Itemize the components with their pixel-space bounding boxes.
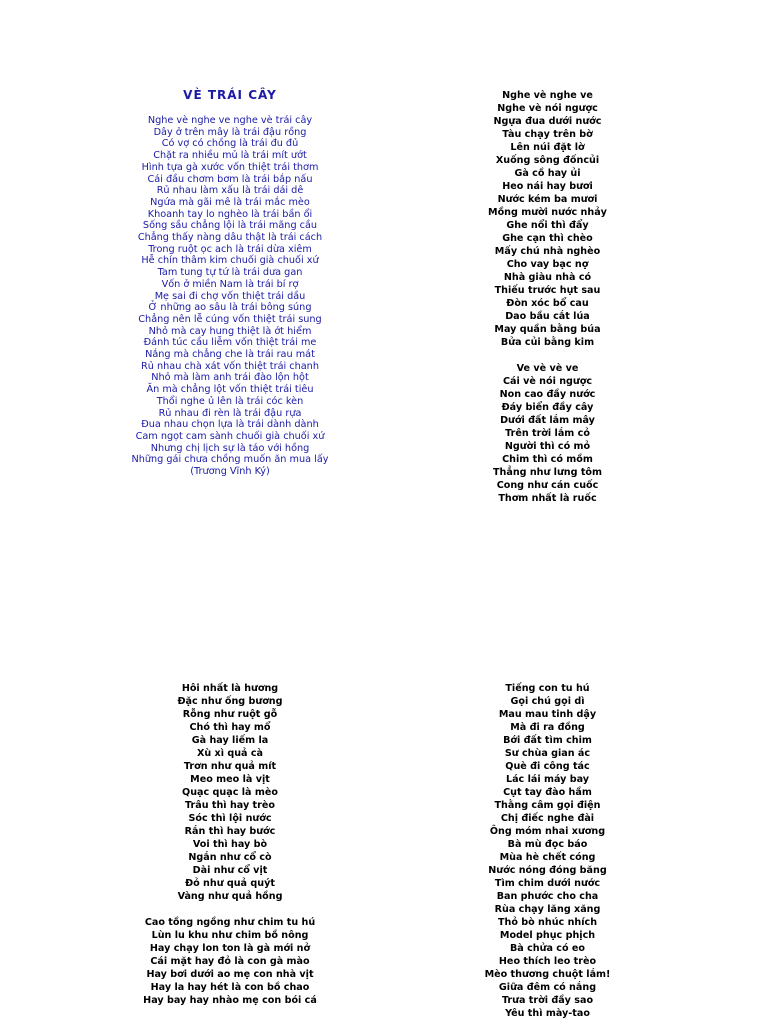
poem-line: Cam ngọt cam sành chuối già chuối xứ: [135, 430, 325, 442]
poem-line: Đáy biển đầy cây: [501, 402, 594, 413]
poem-line: Vàng như quả hồng: [177, 891, 283, 902]
poem-line: Heo thích leo trèo: [498, 956, 597, 967]
poem-line: Xù xì quả cà: [196, 748, 264, 759]
poem-line: Thằng câm gọi điện: [494, 800, 601, 811]
poem-line: Nhưng chị lịch sự là táo với hồng: [150, 442, 310, 454]
poem-line: Rắn thì hay bước: [184, 826, 276, 837]
poem-line: Hình tựa gà xước vốn thiệt trái thơm: [141, 161, 319, 173]
poem-line: Thổi nghe ủ lên là trái cóc kèn: [156, 395, 304, 407]
poem-line: Heo nái hay bươi: [502, 181, 593, 192]
poem-line: Ghe cạn thì chèo: [502, 233, 593, 244]
poem-line: Mèo thương chuột lắm!: [484, 969, 611, 980]
poem-line: Dưới đất lắm mây: [500, 415, 595, 426]
poem-line: Chim thì có mồm: [502, 454, 593, 465]
poem-line: Quạc quạc là mèo: [182, 787, 278, 798]
poem-line: Trưa trời đầy sao: [501, 995, 594, 1006]
poem-line: Nghe vè nói ngược: [497, 103, 598, 114]
poem-line: Tìm chim dưới nước: [494, 878, 601, 889]
poem-line: Tàu chạy trên bờ: [502, 129, 593, 140]
poem-line: Rỗng như ruột gỗ: [182, 709, 278, 720]
poem-line: Đua nhau chọn lựa là trái dành dành: [141, 419, 319, 431]
poem-line: Cong như cán cuốc: [496, 480, 599, 491]
poem-line: Có vợ có chồng là trái đu đủ: [161, 138, 299, 150]
poem-line: Mồng mười nước nhảy: [488, 207, 607, 218]
poem-line: (Trương Vĩnh Ký): [190, 466, 270, 478]
poem-line: Cụt tay đào hầm: [503, 787, 592, 798]
poem-line: Chị điếc nghe đài: [500, 813, 595, 824]
poem-line: Đòn xóc bổ cau: [506, 298, 589, 309]
poem-line: Yêu thì mày-tao: [505, 1008, 590, 1019]
poem-line: [100, 903, 360, 916]
poem-line: Trong ruột ọc ach là trái dừa xiêm: [148, 243, 312, 255]
poem-line: Tiếng con tu hú: [505, 683, 590, 694]
poem-line: Meo meo là vịt: [190, 774, 270, 785]
poem-line: Gà cồ hay ủi: [514, 168, 581, 179]
poem-line: Sư chùa gian ác: [504, 748, 591, 759]
poem-line: Người thì có mỏ: [504, 441, 591, 452]
poem-line: Đánh túc cầu liễm vốn thiệt trái me: [143, 337, 317, 349]
poem-line: Rủ nhau đi rèn là trái đậu rựa: [158, 407, 302, 419]
poem-line: Đặc như ống bương: [177, 696, 283, 707]
poem-line: Trơn như quả mít: [183, 761, 277, 772]
poem-line: Ngựa đua dưới nước: [493, 116, 602, 127]
poem-line: Mau mau tinh dậy: [498, 709, 597, 720]
poem-line: Nước nóng đóng băng: [488, 865, 607, 876]
poem-line: Sống sầu chẳng lội là trái mãng cầu: [142, 220, 318, 232]
poem-line: Những gái chưa chồng muốn ăn mua lấy: [131, 454, 329, 466]
poem-line: Bà chửa có eo: [509, 943, 585, 954]
poem-line: Đỏ như quả quýt: [185, 878, 275, 889]
poem-line: Trên trời lắm cỏ: [505, 428, 590, 439]
poem-line: Cho vay bạc nợ: [506, 259, 589, 270]
poem-line: Lùn lu khu như chim bồ nông: [151, 930, 309, 941]
poem-line: Ông móm nhai xương: [489, 826, 606, 837]
poem-line: Gà hay liếm la: [191, 735, 269, 746]
poem-line: Khoanh tay lo nghèo là trái bần ổi: [147, 208, 313, 220]
poem-line: Mẹ sai đi chợ vốn thiệt trái dầu: [154, 290, 306, 302]
poem-line: Hay bơi dưới ao mẹ con nhà vịt: [146, 969, 314, 980]
poem-line: Thiếu trước hụt sau: [494, 285, 601, 296]
poem-line: Dao bầu cắt lúa: [505, 311, 590, 322]
poem-line: Mà đi ra đồng: [510, 722, 585, 733]
poem-fruit-block: [100, 115, 360, 478]
poem-left-2-block: [100, 682, 360, 1007]
poem-line: Cái đầu chơm bơm là trái bắp nấu: [147, 173, 313, 185]
poem-line: Rùa chạy lăng xăng: [494, 904, 601, 915]
poem-line: [450, 349, 645, 362]
poem-line: Mấy chú nhà nghèo: [494, 246, 601, 257]
poem-line: Xuống sông đốncủi: [495, 155, 600, 166]
poem-line: Voi thì hay bò: [192, 839, 268, 850]
poem-line: Bửa củi bằng kim: [500, 337, 595, 348]
poem-line: Giữa đêm có nắng: [498, 982, 597, 993]
poem-line: Model phục phịch: [499, 930, 596, 941]
poem-title: VÈ TRÁI CÂY: [183, 88, 277, 102]
poem-line: Hay la hay hét là con bồ chao: [150, 982, 310, 993]
poem-line: Trâu thì hay trèo: [185, 800, 275, 811]
poem-line: Nước kém ba mươi: [497, 194, 598, 205]
poem-line: Tam tung tự tứ là trái dưa gan: [157, 267, 303, 279]
poem-line: Chó thì hay mổ: [189, 722, 271, 733]
poem-line: Thơm nhất là ruốc: [498, 493, 597, 504]
poem-line: Hay bay hay nhào mẹ con bói cá: [143, 995, 317, 1006]
poem-line: Nghe vè nghe ve nghe vè trái cây: [147, 115, 313, 126]
poem-line: Bà mù đọc báo: [507, 839, 588, 850]
poem-line: Nhỏ mà cay hung thiệt là ớt hiểm: [148, 325, 312, 337]
poem-line: Dây ở trên mây là trái đậu rồng: [153, 126, 307, 138]
poem-line: Nghe vè nghe ve: [502, 90, 593, 101]
poem-line: Chặt ra nhiều mủ là trái mít ướt: [153, 150, 307, 162]
poem-right-1-block: [450, 89, 645, 505]
poem-line: Lác lái máy bay: [505, 774, 590, 785]
poem-line: Dài như cổ vịt: [192, 865, 268, 876]
poem-line: Cái vè nói ngược: [502, 376, 593, 387]
poem-line: Què đi công tác: [505, 761, 590, 772]
poem-line: Ở những ao sâu là trái bông súng: [148, 302, 312, 314]
poem-line: Non cao đầy nước: [499, 389, 596, 400]
poem-line: Vốn ở miền Nam là trái bí rợ: [161, 278, 299, 290]
poem-line: Sóc thì lội nước: [188, 813, 272, 824]
poem-line: Hôi nhất là hương: [181, 683, 279, 694]
poem-line: Rủ nhau chà xát vốn thiệt trái chanh: [141, 360, 319, 372]
poem-line: Ve vè vè ve: [516, 363, 579, 374]
poem-line: Ăn mà chẳng lột vốn thiệt trái tiêu: [146, 384, 314, 396]
poem-right-2-block: [450, 682, 645, 1020]
poem-line: Gọi chú gọi dì: [510, 696, 585, 707]
poem-line: Rủ nhau làm xấu là trái dái dê: [156, 185, 304, 197]
poem-line: Cái mặt hay đỏ là con gà mào: [150, 956, 310, 967]
poem-line: Cao tồng ngồng như chim tu hú: [144, 917, 316, 928]
poem-line: Mùa hè chết cóng: [499, 852, 596, 863]
poem-line: Thẳng như lưng tôm: [492, 467, 603, 478]
poem-line: Bới đất tìm chim: [503, 735, 592, 746]
poem-line: Ngắn như cổ cò: [188, 852, 272, 863]
poem-line: Chẳng nên lễ cúng vốn thiệt trái sung: [138, 313, 322, 325]
poem-line: Ngứa mà gãi mê là trái mắc mèo: [150, 196, 310, 208]
poem-line: Nắng mà chẳng che là trái rau mát: [145, 349, 315, 361]
poem-line: Ghe nổi thì đẩy: [506, 220, 589, 231]
poem-line: Thỏ bò nhúc nhích: [497, 917, 598, 928]
poem-line: Nhỏ mà làm anh trái đào lộn hột: [151, 372, 309, 384]
poem-line: Lên núi đặt lờ: [510, 142, 585, 153]
poem-line: Ban phước cho cha: [496, 891, 599, 902]
poem-line: Hễ chín thâm kim chuối già chuối xứ: [141, 255, 319, 267]
poem-line: Hay chạy lon ton là gà mới nở: [149, 943, 311, 954]
poem-line: Nhà giàu nhà có: [503, 272, 592, 283]
poem-line: Chẳng thấy nàng dâu thật là trái cách: [137, 232, 323, 244]
poem-line: May quần bằng búa: [494, 324, 601, 335]
